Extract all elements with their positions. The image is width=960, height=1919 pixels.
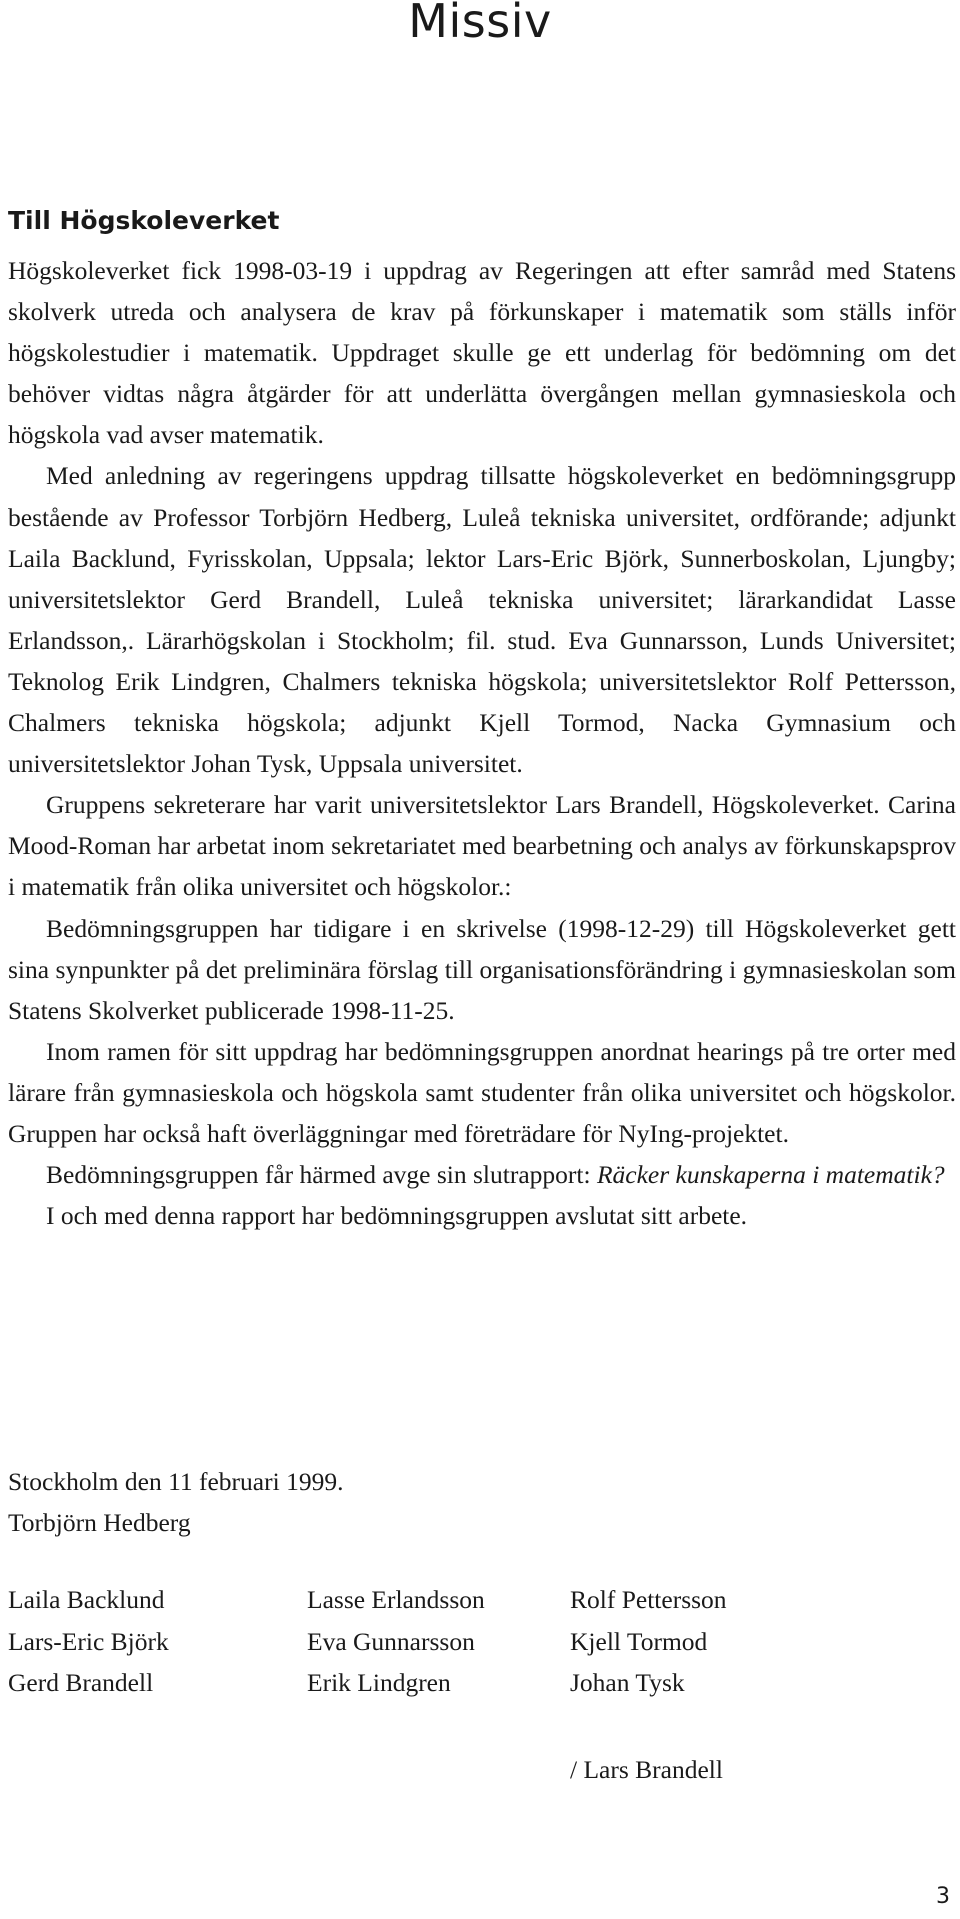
signatory: Rolf Pettersson — [570, 1585, 727, 1614]
report-title: Räcker kunskaperna i matematik? — [596, 1160, 945, 1190]
chair-name: Torbjörn Hedberg — [8, 1508, 191, 1537]
letter-body — [8, 250, 956, 1236]
signatory: Kjell Tormod — [570, 1626, 708, 1656]
place-date: Stockholm den 11 februari 1999. — [8, 1467, 344, 1496]
signatory: Erik Lindgren — [307, 1668, 451, 1697]
signatory: Eva Gunnarsson — [307, 1626, 475, 1656]
closing — [8, 1461, 343, 1543]
paragraph-group-members: Med anledning av regeringens uppdrag tillsatte högskoleverket en bedömningsgrupp bestående av Professor Torbjörn Hedberg, Luleå tekniska universitet, ordförande; adjunkt Laila Backlund, Fyrisskolan, Uppsala; lektor Lars-Eric Björk, Sunnerboskolan, Ljungby; universitetslektor Gerd Brandell, Luleå tekniska universitet; lärarkandidat Lasse Erlandsson,. Lärarhögskolan i Stockholm; fil. stud. Eva Gunnarsson, Lunds Universitet; Teknolog Erik Lindgren, Chalmers tekniska högskola; universitetslektor Rolf Pettersson, Chalmers tekniska högskola; adjunkt Kjell Tormod, Nacka Gymnasium och universitetslektor Johan Tysk, Uppsala universitet. — [8, 461, 956, 779]
paragraph-conclusion: I och med denna rapport har bedömningsgruppen avslutat sitt arbete. — [46, 1201, 748, 1231]
signatory: Gerd Brandell — [8, 1668, 154, 1697]
signature-column-2 — [307, 1579, 485, 1704]
signature-column-3 — [570, 1579, 727, 1704]
page-title: Missiv — [408, 0, 552, 48]
paragraph-assignment: Högskoleverket fick 1998-03-19 i uppdrag av Regeringen att efter samråd med Statens skolverk utreda och analysera de krav på förkunskaper i matematik som ställs inför högskolestudier i matematik. Uppdraget skulle ge ett underlag för bedömning om det behöver vidtas några åtgärder för att underlätta övergången mellan gymnasieskola och högskola vad avser matematik. — [8, 256, 956, 450]
paragraph-hearings: Inom ramen för sitt uppdrag har bedömningsgruppen anordnat hearings på tre orter med lärare från gymnasieskola och högskola samt studenter från olika universitet och högskolor. Gruppen har också haft överläggningar med företrädare för NyIng-projektet. — [8, 1036, 956, 1148]
signatory: Laila Backlund — [8, 1585, 165, 1614]
signature-column-1 — [8, 1579, 169, 1704]
paragraph-earlier-letter: Bedömningsgruppen har tidigare i en skrivelse (1998-12-29) till Högskoleverket gett sina synpunkter på det preliminära förslag till organisationsförändring i gymnasieskolan som Statens Skolverket publicerade 1998-11-25. — [8, 913, 956, 1025]
signatory: Lasse Erlandsson — [307, 1585, 485, 1614]
paragraph-secretary: Gruppens sekreterare har varit universitetslektor Lars Brandell, Högskoleverket. Carina Mood-Roman har arbetat inom sekretariatet med bearbetning och analys av förkunskapsprov i matematik från olika universitet och högskolor.: — [8, 790, 956, 902]
secretary-signature: / Lars Brandell — [570, 1755, 723, 1784]
recipient-heading: Till Högskoleverket — [8, 206, 280, 235]
page-number: 3 — [936, 1884, 950, 1909]
signatory: Johan Tysk — [570, 1668, 685, 1697]
paragraph-final-report — [8, 1154, 956, 1195]
final-report-text: Bedömningsgruppen får härmed avge sin slutrapport: — [46, 1160, 597, 1190]
signatory: Lars-Eric Björk — [8, 1626, 169, 1656]
